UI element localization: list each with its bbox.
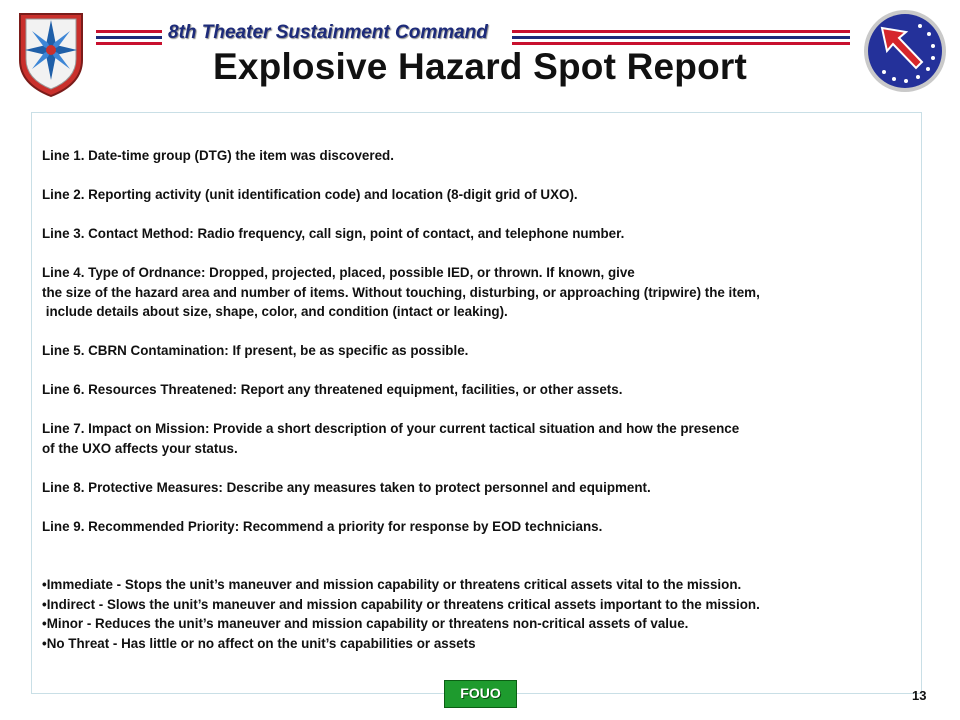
line-5: Line 5. CBRN Contamination: If present, be as specific as possible.	[42, 343, 469, 358]
line-4-b: the size of the hazard area and number of items. Without touching, disturbing, or approaching (tripwire) the item,	[42, 284, 760, 300]
priority-minor: •Minor - Reduces the unit’s maneuver and mission capability or threatens non-critical assets of value.	[42, 616, 689, 631]
line-1: Line 1. Date-time group (DTG) the item was discovered.	[42, 148, 394, 163]
line-6: Line 6. Resources Threatened: Report any threatened equipment, facilities, or other assets.	[42, 382, 623, 397]
priority-no-threat: •No Threat - Has little or no affect on the unit’s capabilities or assets	[42, 635, 476, 651]
line-4-c: include details about size, shape, color, and condition (intact or leaking).	[42, 304, 508, 319]
report-lines	[42, 146, 912, 653]
line-2: Line 2. Reporting activity (unit identification code) and location (8-digit grid of UXO).	[42, 187, 578, 202]
header-stripes-right	[512, 30, 850, 45]
header-stripes-left	[96, 30, 162, 45]
priority-immediate: •Immediate - Stops the unit’s maneuver and mission capability or threatens critical assets vital to the mission.	[42, 577, 742, 592]
priority-list	[42, 575, 912, 653]
line-7-a: Line 7. Impact on Mission: Provide a short description of your current tactical situation and how the presence	[42, 421, 740, 436]
fouo-badge: FOUO	[444, 680, 517, 708]
line-7-b: of the UXO affects your status.	[42, 440, 238, 456]
page-number: 13	[912, 688, 927, 703]
priority-indirect: •Indirect - Slows the unit’s maneuver and mission capability or threatens critical assets important to the mission.	[42, 596, 760, 612]
line-3: Line 3. Contact Method: Radio frequency, call sign, point of contact, and telephone number.	[42, 226, 625, 241]
organization-name: 8th Theater Sustainment Command	[168, 22, 488, 43]
arrow-stars-circle-icon	[862, 8, 948, 94]
unit-shield-compass-star-icon	[14, 8, 88, 98]
line-4-a: Line 4. Type of Ordnance: Dropped, projected, placed, possible IED, or thrown. If known, give	[42, 265, 635, 280]
line-9: Line 9. Recommended Priority: Recommend a priority for response by EOD technicians.	[42, 518, 603, 534]
line-8: Line 8. Protective Measures: Describe any measures taken to protect personnel and equipment.	[42, 479, 651, 495]
page-title: Explosive Hazard Spot Report	[213, 46, 747, 87]
